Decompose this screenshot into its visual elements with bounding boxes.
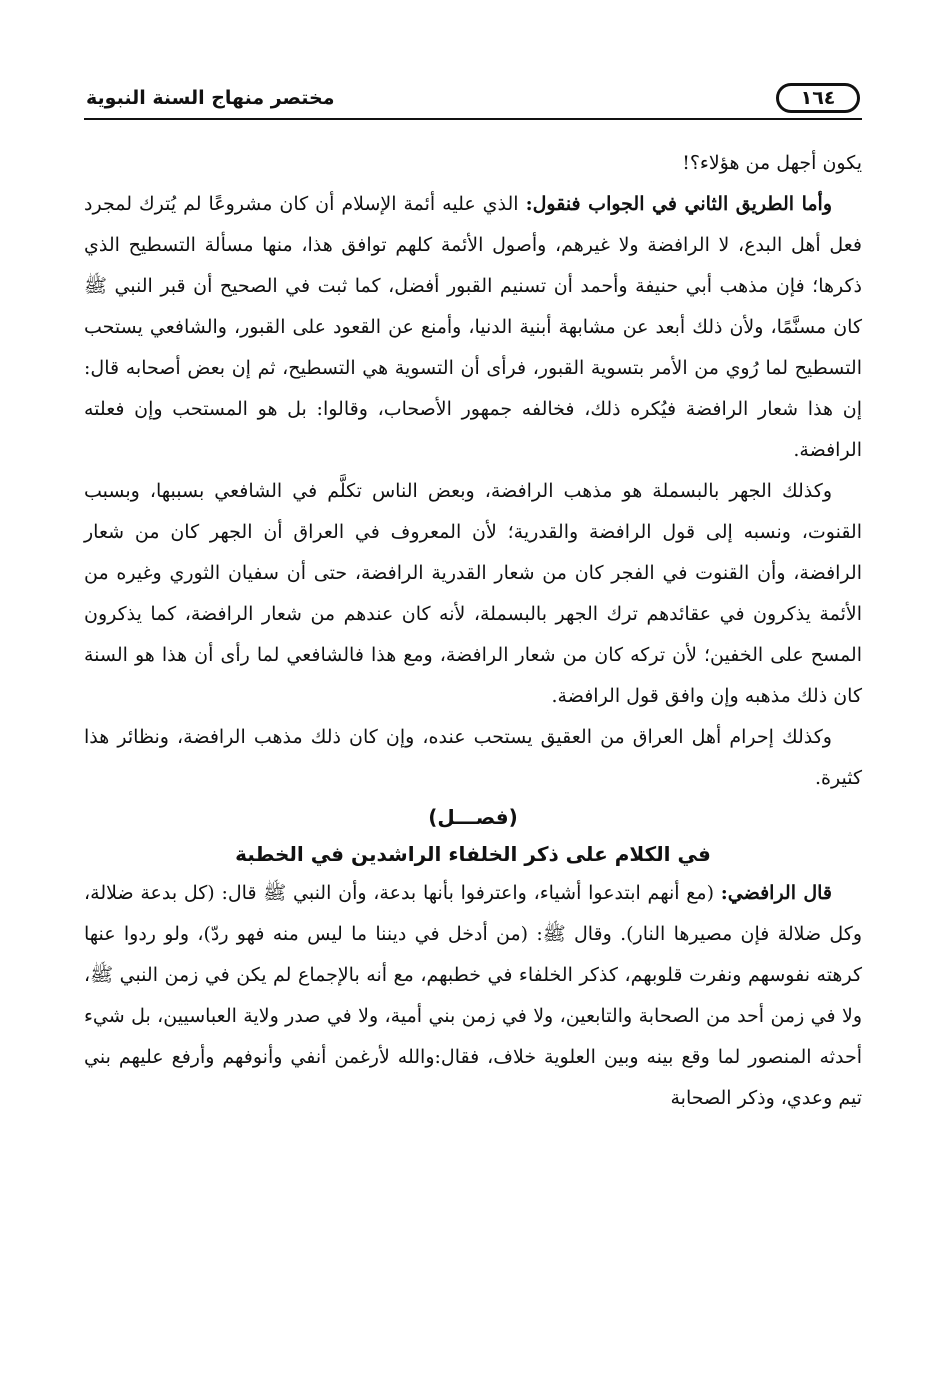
paragraph-rafidi-claim — [84, 873, 862, 1119]
paragraph-lead: قال الرافضي: — [720, 882, 833, 904]
paragraph-text: وكذلك الجهر بالبسملة هو مذهب الرافضة، وبعض الناس تكلَّم في الشافعي بسببها، وبسبب القنوت، ونسبه إلى قول الرافضة والقدرية؛ لأن المعروف في العراق أن الجهر كان من شعار الرافضة، وأن القنوت في الفجر كان من شعار القدرية الرافضة، حتى أن سفيان الثوري وغيره من الأئمة يذكرون في عقائدهم ترك الجهر بالبسملة، لأنه كان عندهم من شعار الرافضة، كما يذكرون المسح على الخفين؛ لأن تركه كان من شعار الرافضة، ومع هذا فالشافعي لما رأى أن هذا هو السنة كان ذلك مذهبه وإن وافق قول الرافضة. — [84, 480, 862, 707]
paragraph-opening-question — [84, 143, 862, 184]
paragraph-text: الذي عليه أئمة الإسلام أن كان مشروعًا لم يُترك لمجرد فعل أهل البدع، لا الرافضة ولا غيرهم، وأصول الأئمة كلهم توافق هذا، منها مسألة التسطيح الذي ذكرها؛ فإن مذهب أبي حنيفة وأحمد أن تسنيم القبور أفضل، كما ثبت في الصحيح أن قبر النبي ﷺ كان مسنَّمًا، ولأن ذلك أبعد عن مشابهة أبنية الدنيا، وأمنع عن القعود على القبور، والشافعي يستحب التسطيح لما رُوي من الأمر بتسوية القبور، فرأى أن التسوية هي التسطيح، ثم إن بعض أصحابه قال: إن هذا شعار الرافضة فيُكره ذلك، فخالفه جمهور الأصحاب، وقالوا: بل هو المستحب وإن فعلته الرافضة. — [84, 193, 862, 461]
paragraph-text: يكون أجهل من هؤلاء؟! — [682, 152, 862, 174]
header-rule — [84, 118, 862, 120]
page-number: ١٦٤ — [776, 83, 860, 113]
paragraph-second-answer — [84, 184, 862, 471]
section-title: في الكلام على ذكر الخلفاء الراشدين في الخطبة — [235, 842, 711, 866]
page-header — [84, 78, 862, 122]
book-title: مختصر منهاج السنة النبوية — [86, 87, 335, 109]
paragraph-aqiq — [84, 717, 862, 799]
paragraph-basmala — [84, 471, 862, 717]
paragraph-text: (مع أنهم ابتدعوا أشياء، واعترفوا بأنها بدعة، وأن النبي ﷺ قال: (كل بدعة ضلالة، وكل ضلالة فإن مصيرها النار). وقال ﷺ: (من أدخل في ديننا ما ليس منه فهو ردّ)، ولو ردوا عنها كرهته نفوسهم ونفرت قلوبهم، كذكر الخلفاء في خطبهم، مع أنه بالإجماع لم يكن في زمن النبي ﷺ، ولا في زمن أحد من الصحابة والتابعين، ولا في زمن بني أمية، ولا في صدر ولاية العباسيين، بل شيء أحدثه المنصور لما وقع بينه وبين العلوية خلاف، فقال:والله لأرغمن أنفي وأنوفهم وأرفع عليهم بني تيم وعدي، وذكر الصحابة — [84, 882, 862, 1109]
paragraph-text: وكذلك إحرام أهل العراق من العقيق يستحب عنده، وإن كان ذلك مذهب الرافضة، ونظائر هذا كثيرة. — [84, 726, 862, 789]
section-heading: (فصـــل) — [428, 805, 518, 829]
main-text — [84, 143, 862, 1119]
paragraph-lead: وأما الطريق الثاني في الجواب فنقول: — [525, 193, 833, 215]
